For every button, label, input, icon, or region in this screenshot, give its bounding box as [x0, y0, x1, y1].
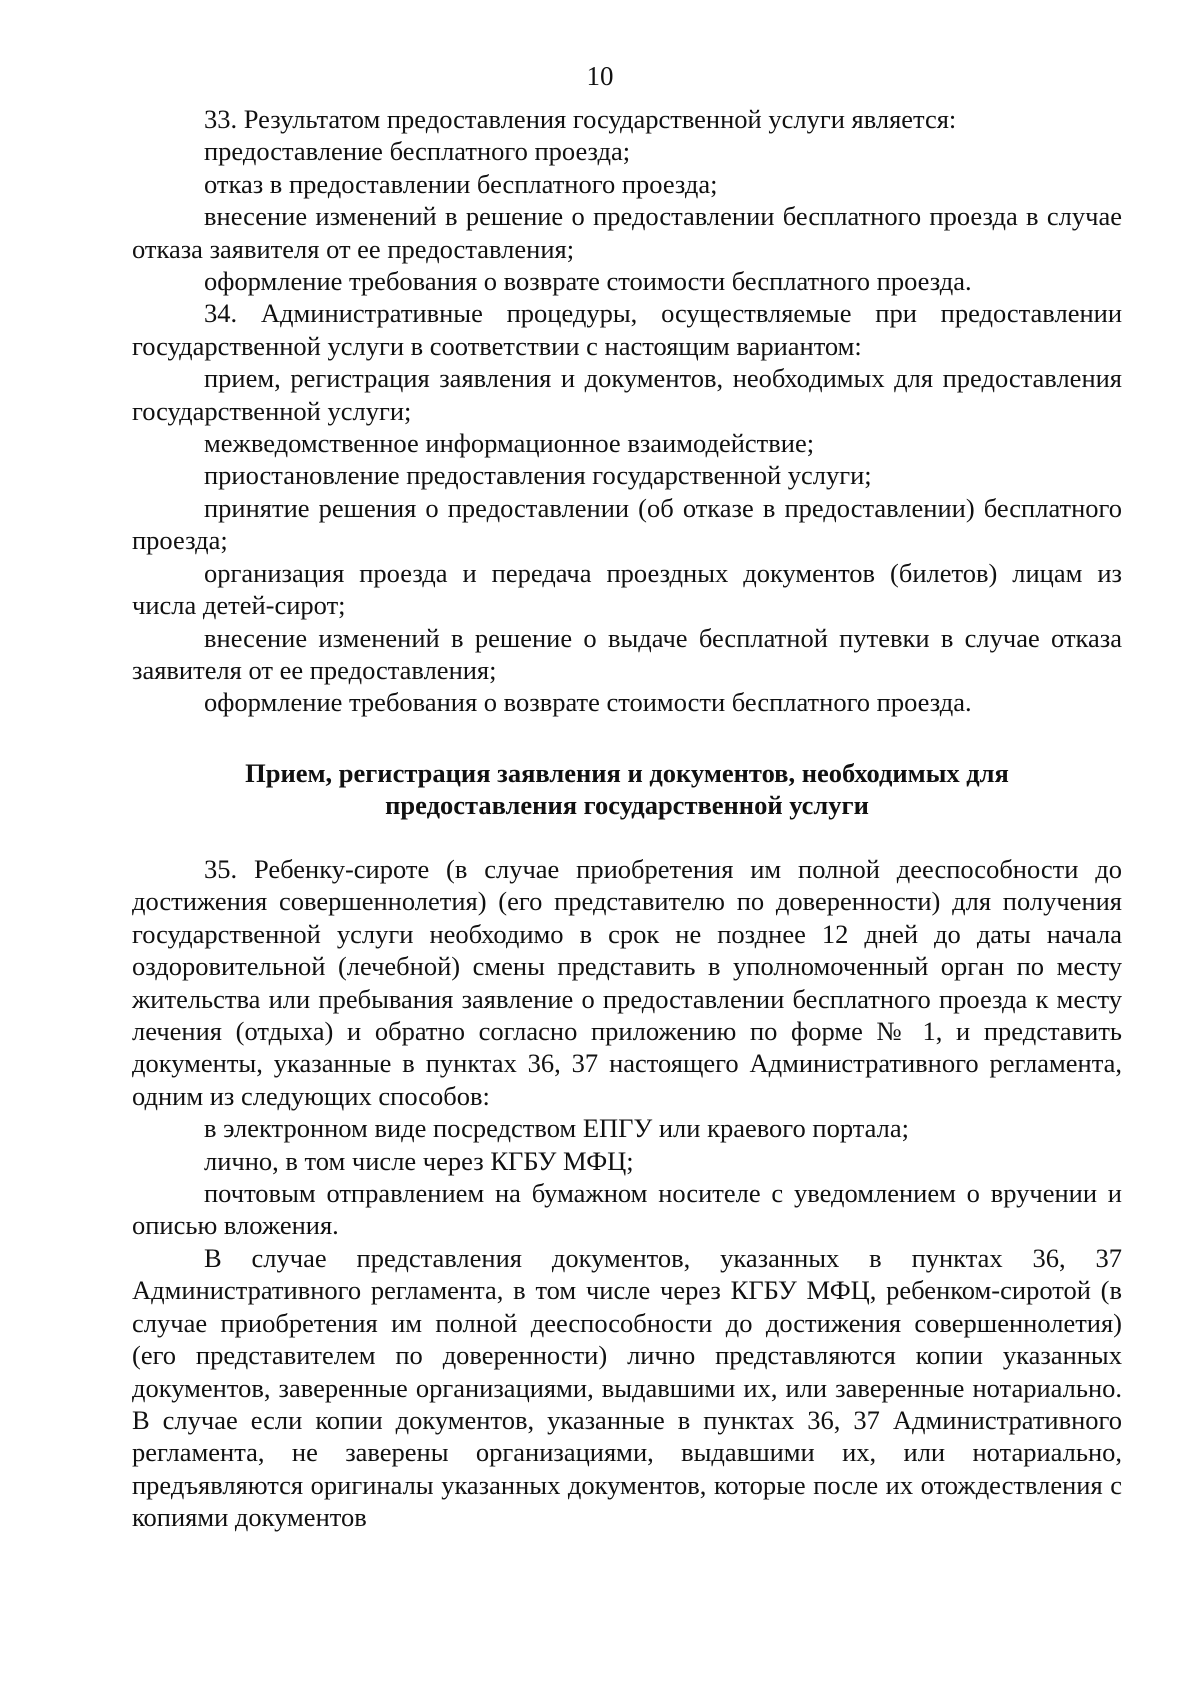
paragraph-copies: В случае представления документов, указанных в пунктах 36, 37 Административного регламента, в том числе через КГБУ МФЦ, ребенком-сиротой (в случае приобретения им полной дееспособности до достижения совершеннолетия) (его представителем по доверенности) лично представляются копии указанных документов, заверенные организациями, выдавшими их, или заверенные нотариально. В случае если копии документов, указанные в пунктах 36, 37 Административного регламента, не заверены организациями, выдавшими их, или нотариально, предъявляются оригиналы указанных документов, которые после их отождествления с копиями документов [132, 1242, 1122, 1533]
list-item: в электронном виде посредством ЕПГУ или краевого портала; [204, 1113, 909, 1144]
page-number: 10 [586, 61, 614, 91]
list-item: оформление требования о возврате стоимости бесплатного проезда. [204, 266, 972, 297]
list-item: внесение изменений в решение о выдаче бесплатной путевки в случае отказа заявителя от ее предоставления; [132, 622, 1122, 685]
list-item: почтовым отправлением на бумажном носителе с уведомлением о вручении и описью вложения. [132, 1178, 1122, 1241]
list-item: организация проезда и передача проездных документов (билетов) лицам из числа детей-сирот; [132, 557, 1122, 621]
list-item: предоставление бесплатного проезда; [204, 136, 631, 167]
list-item: отказ в предоставлении бесплатного проезда; [204, 168, 718, 199]
list-item: прием, регистрация заявления и документов, необходимых для предоставления государственной услуги; [132, 363, 1122, 426]
body-text-section-2 [132, 853, 1122, 1534]
body-text-section-1 [132, 103, 1122, 719]
paragraph-34-title: 34. Административные процедуры, осуществляемые при предоставлении государственной услуги в соответствии с настоящим вариантом: [132, 298, 1122, 361]
list-item: оформление требования о возврате стоимости бесплатного проезда. [204, 687, 972, 718]
list-item: лично, в том числе через КГБУ МФЦ; [204, 1145, 634, 1176]
list-item: принятие решения о предоставлении (об отказе в предоставлении) бесплатного проезда; [132, 492, 1122, 556]
paragraph-35: 35. Ребенку-сироте (в случае приобретения им полной дееспособности до достижения совершеннолетия) (его представителю по доверенности) для получения государственной услуги необходимо в срок не позднее 12 дней до даты начала оздоровительной (лечебной) смены представить в уполномоченный орган по месту жительства или пребывания заявление о предоставлении бесплатного проезда к месту лечения (отдыха) и обратно согласно приложению по форме № 1, и представить документы, указанные в пунктах 36, 37 настоящего Административного регламента, одним из следующих способов: [132, 854, 1122, 1111]
paragraph-33-title: 33. Результатом предоставления государственной услуги является: [204, 104, 957, 134]
list-item: приостановление предоставления государственной услуги; [204, 460, 872, 491]
list-item: внесение изменений в решение о предоставлении бесплатного проезда в случае отказа заявителя от ее предоставления; [132, 201, 1122, 264]
section-heading [132, 757, 1122, 822]
section-heading-line-1: Прием, регистрация заявления и документов, необходимых для [245, 758, 1009, 788]
list-item: межведомственное информационное взаимодействие; [204, 428, 815, 459]
section-heading-line-2: предоставления государственной услуги [385, 790, 869, 821]
